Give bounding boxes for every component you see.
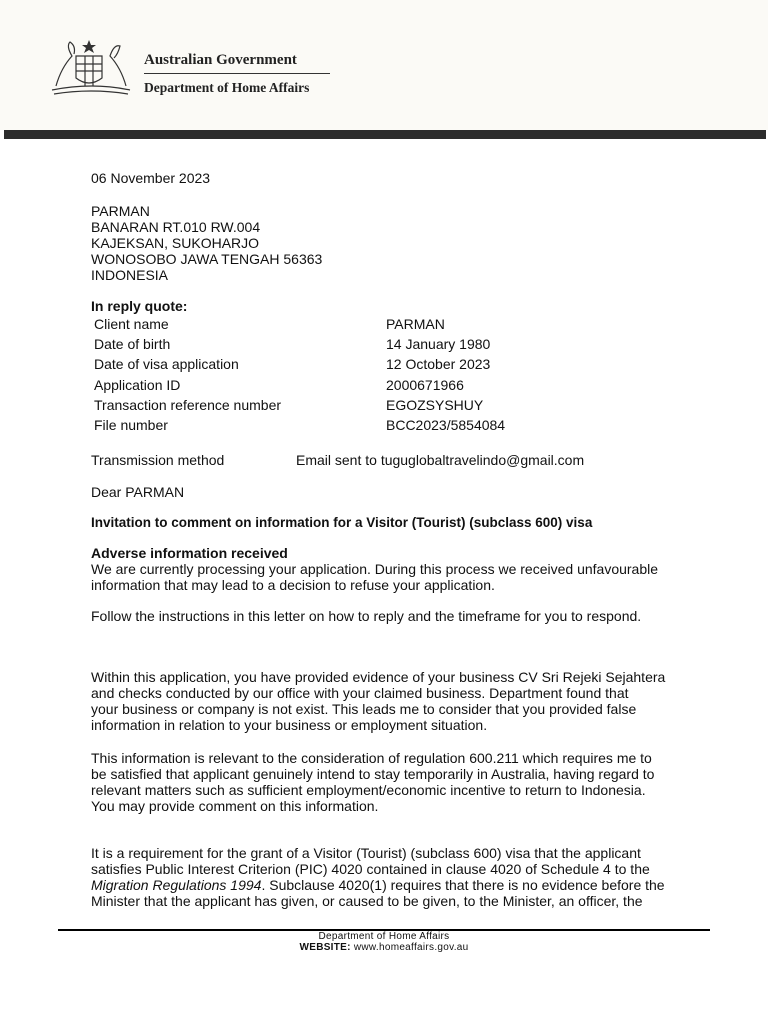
transmission-label: Transmission method: [91, 452, 225, 468]
website-link[interactable]: www.homeaffairs.gov.au: [353, 942, 469, 953]
paragraph-line: and checks conducted by our office with your claimed business. Department found that: [91, 685, 629, 701]
header-rule: [144, 73, 330, 74]
regulation-paragraph: [91, 750, 654, 814]
reply-label: Date of birth: [94, 336, 171, 352]
footer-website: [0, 942, 768, 953]
letter-date: 06 November 2023: [91, 170, 211, 186]
reply-label: Client name: [94, 316, 169, 332]
address-line: KAJEKSAN, SUKOHARJO: [91, 235, 260, 251]
business-paragraph: [91, 669, 665, 733]
transmission-value: Email sent to tuguglobaltravelindo@gmail.com: [296, 452, 585, 468]
reply-label: File number: [94, 417, 168, 433]
paragraph-line: Minister that the applicant has given, or caused to be given, to the Minister, an officer, the: [91, 893, 643, 909]
department-title: Department of Home Affairs: [144, 80, 310, 95]
paragraph-line: satisfies Public Interest Criterion (PIC) 4020 contained in clause 4020 of Schedule 4 to the: [91, 861, 650, 877]
pic-paragraph: [91, 845, 665, 909]
letter-subject: Invitation to comment on information for a Visitor (Tourist) (subclass 600) visa: [91, 515, 593, 530]
government-title: Australian Government: [144, 52, 297, 68]
regulation-title: Migration Regulations 1994: [91, 877, 262, 893]
reply-quote-heading: In reply quote:: [91, 298, 188, 314]
paragraph-line: your business or company is not exist. This leads me to consider that you provided false: [91, 701, 637, 717]
adverse-paragraph: [91, 561, 658, 593]
paragraph-line: relevant matters such as sufficient employment/economic incentive to return to Indonesia.: [91, 782, 646, 798]
reply-label: Transaction reference number: [94, 397, 282, 413]
footer-department: Department of Home Affairs: [318, 931, 450, 942]
reply-label: Application ID: [94, 377, 181, 393]
reply-value: 2000671966: [386, 377, 464, 393]
address-line: PARMAN: [91, 203, 150, 219]
reply-value: 14 January 1980: [386, 336, 491, 352]
letterhead: [0, 0, 768, 130]
recipient-address: [91, 203, 322, 283]
salutation: Dear PARMAN: [91, 484, 185, 500]
reply-value: PARMAN: [386, 316, 445, 332]
reply-value: BCC2023/5854084: [386, 417, 506, 433]
paragraph-line: We are currently processing your application. During this process we received unfavourable: [91, 561, 659, 577]
address-line: WONOSOBO JAWA TENGAH 56363: [91, 251, 323, 267]
paragraph-line: information that may lead to a decision to refuse your application.: [91, 577, 495, 593]
reply-label: Date of visa application: [94, 356, 239, 372]
paragraph-line: This information is relevant to the consideration of regulation 600.211 which requires me to: [91, 750, 652, 766]
header-band: [4, 130, 766, 139]
adverse-heading: Adverse information received: [91, 545, 288, 561]
paragraph-line: Within this application, you have provided evidence of your business CV Sri Rejeki Sejahtera: [91, 669, 666, 685]
reply-value: 12 October 2023: [386, 356, 491, 372]
address-line: INDONESIA: [91, 267, 169, 283]
paragraph-line: be satisfied that applicant genuinely intend to stay temporarily in Australia, having regard to: [91, 766, 655, 782]
paragraph-line: It is a requirement for the grant of a Visitor (Tourist) (subclass 600) visa that the applicant: [91, 845, 641, 861]
paragraph-line: information in relation to your business or employment situation.: [91, 717, 488, 733]
reply-value: EGOZSYSHUY: [386, 397, 484, 413]
follow-instructions: Follow the instructions in this letter on how to reply and the timeframe for you to respond.: [91, 608, 642, 624]
address-line: BANARAN RT.010 RW.004: [91, 219, 261, 235]
paragraph-line-rest: . Subclause 4020(1) requires that there is no evidence before the: [261, 877, 665, 893]
paragraph-line: You may provide comment on this information.: [91, 798, 379, 814]
paragraph-line: [91, 877, 665, 893]
website-label: WEBSITE:: [299, 942, 351, 953]
coat-of-arms-logo: [46, 36, 136, 100]
